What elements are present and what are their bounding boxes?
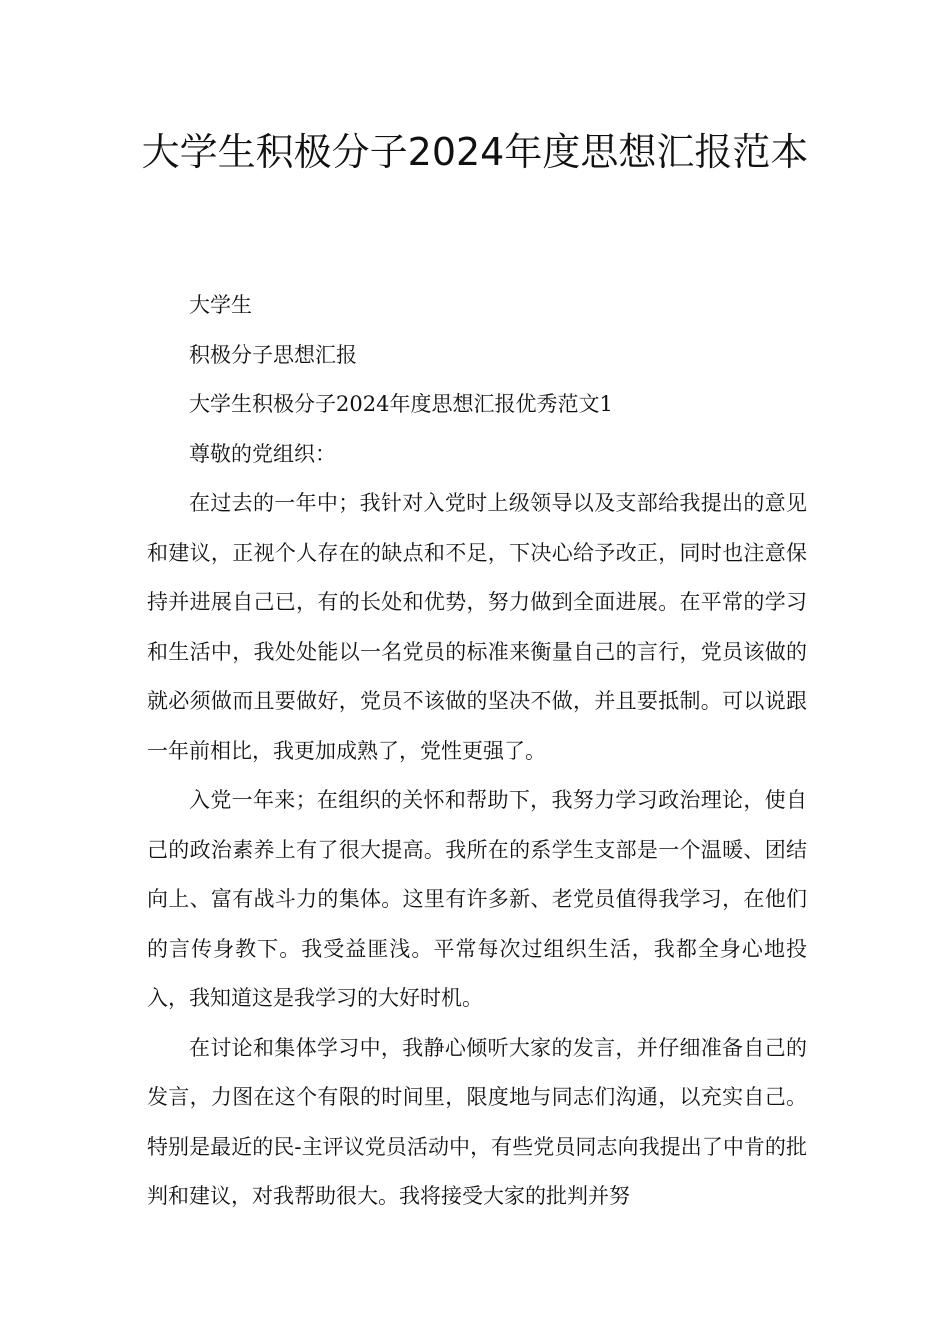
paragraph-2: 积极分子思想汇报 <box>189 342 357 367</box>
paragraph-6: 入党一年来；在组织的关怀和帮助下，我努力学习政治理论，使自己的政治素养上有了很大提高。我所在的系学生支部是一个温暖、团结向上、富有战斗力的集体。这里有许多新、老党员值得我学习，在他们的言传身教下。我受益匪浅。平常每次过组织生活，我都全身心地投入，我知道这是我学习的大好时机。 <box>147 788 807 1010</box>
document-title: 大学生积极分子2024年度思想汇报范本 <box>141 130 809 174</box>
salutation: 尊敬的党组织： <box>189 441 336 466</box>
paragraph-5: 在过去的一年中；我针对入党时上级领导以及支部给我提出的意见和建议，正视个人存在的缺点和不足，下决心给予改正，同时也注意保持并进展自己已，有的长处和优势，努力做到全面进展。在平常的学习和生活中，我处处能以一名党员的标准来衡量自己的言行，党员该做的就必须做而且要做好，党员不该做的坚决不做，并且要抵制。可以说跟一年前相比，我更加成熟了，党性更强了。 <box>147 491 807 763</box>
paragraph-7: 在讨论和集体学习中，我静心倾听大家的发言，并仔细准备自己的发言，力图在这个有限的时间里，限度地与同志们沟通，以充实自己。特别是最近的民-主评议党员活动中，有些党员同志向我提出了中肯的批判和建议，对我帮助很大。我将接受大家的批判并努 <box>147 1035 807 1208</box>
paragraph-1: 大学生 <box>189 293 252 317</box>
paragraph-3: 大学生积极分子2024年度思想汇报优秀范文1 <box>189 392 613 416</box>
document-body <box>147 281 807 1222</box>
